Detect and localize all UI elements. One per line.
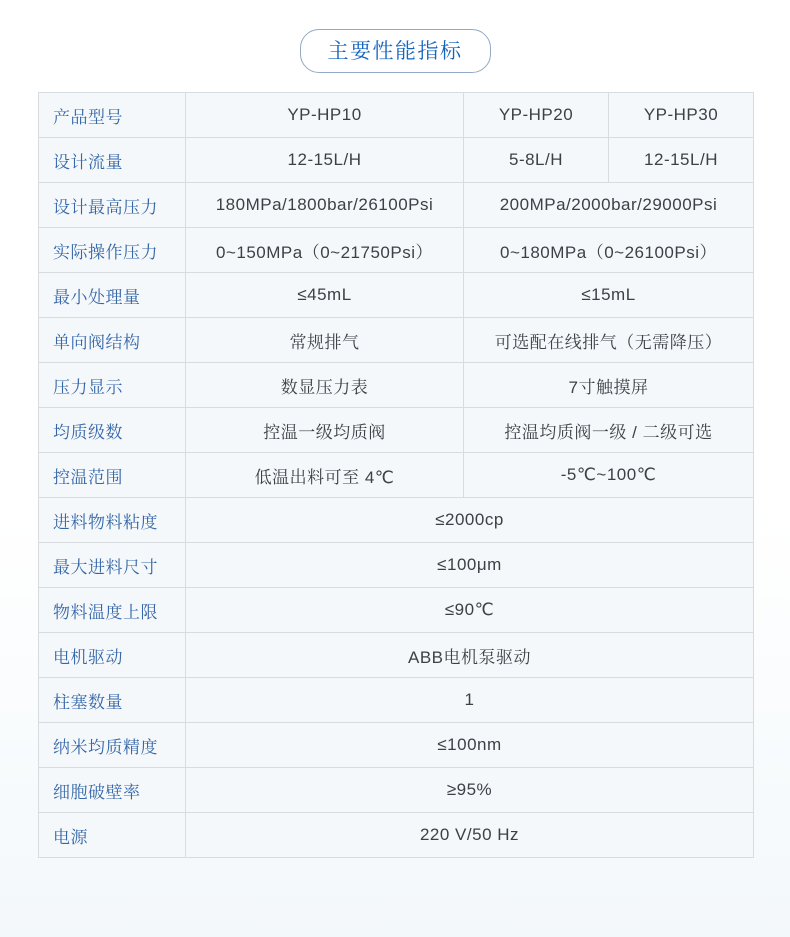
row-value: 12-15L/H: [186, 138, 464, 183]
row-label: 电机驱动: [39, 633, 186, 678]
table-row: [39, 273, 754, 318]
row-value: 可选配在线排气（无需降压）: [464, 318, 754, 363]
table-row: [39, 498, 754, 543]
row-value: 1: [186, 678, 754, 723]
table-row: [39, 138, 754, 183]
table-row: [39, 453, 754, 498]
row-label: 纳米均质精度: [39, 723, 186, 768]
row-value: ≤15mL: [464, 273, 754, 318]
table-row: [39, 183, 754, 228]
table-row: [39, 363, 754, 408]
row-value: 220 V/50 Hz: [186, 813, 754, 858]
row-value: 0~180MPa（0~26100Psi）: [464, 228, 754, 273]
row-label: 压力显示: [39, 363, 186, 408]
table-row: [39, 408, 754, 453]
row-label: 物料温度上限: [39, 588, 186, 633]
table-body: [39, 93, 754, 858]
table-row: [39, 93, 754, 138]
row-value: YP-HP10: [186, 93, 464, 138]
row-label: 均质级数: [39, 408, 186, 453]
title-pill: [300, 29, 491, 73]
row-label: 实际操作压力: [39, 228, 186, 273]
page-title: 主要性能指标: [327, 40, 463, 63]
table-row: [39, 633, 754, 678]
table-row: [39, 318, 754, 363]
table-row: [39, 723, 754, 768]
row-value: ≥95%: [186, 768, 754, 813]
row-label: 细胞破壁率: [39, 768, 186, 813]
row-value: 常规排气: [186, 318, 464, 363]
row-label: 最小处理量: [39, 273, 186, 318]
row-value: 数显压力表: [186, 363, 464, 408]
row-value: 7寸触摸屏: [464, 363, 754, 408]
row-value: YP-HP30: [609, 93, 754, 138]
row-value: 低温出料可至 4℃: [186, 453, 464, 498]
table-row: [39, 588, 754, 633]
row-label: 进料物料粘度: [39, 498, 186, 543]
table-row: [39, 543, 754, 588]
row-value: ≤90℃: [186, 588, 754, 633]
row-label: 最大进料尺寸: [39, 543, 186, 588]
row-value: ≤100nm: [186, 723, 754, 768]
row-value: -5℃~100℃: [464, 453, 754, 498]
row-label: 控温范围: [39, 453, 186, 498]
row-value: 200MPa/2000bar/29000Psi: [464, 183, 754, 228]
row-value: 控温均质阀一级 / 二级可选: [464, 408, 754, 453]
row-label: 单向阀结构: [39, 318, 186, 363]
table-row: [39, 813, 754, 858]
row-value: 控温一级均质阀: [186, 408, 464, 453]
row-value: ≤100μm: [186, 543, 754, 588]
table-row: [39, 678, 754, 723]
row-label: 柱塞数量: [39, 678, 186, 723]
spec-table: [38, 92, 754, 858]
table-row: [39, 228, 754, 273]
row-label: 电源: [39, 813, 186, 858]
row-value: ≤45mL: [186, 273, 464, 318]
row-value: YP-HP20: [464, 93, 609, 138]
row-value: ≤2000cp: [186, 498, 754, 543]
row-value: 5-8L/H: [464, 138, 609, 183]
row-label: 设计流量: [39, 138, 186, 183]
table-row: [39, 768, 754, 813]
row-value: 12-15L/H: [609, 138, 754, 183]
row-value: ABB电机泵驱动: [186, 633, 754, 678]
row-label: 产品型号: [39, 93, 186, 138]
row-label: 设计最高压力: [39, 183, 186, 228]
row-value: 180MPa/1800bar/26100Psi: [186, 183, 464, 228]
row-value: 0~150MPa（0~21750Psi）: [186, 228, 464, 273]
title-area: [0, 0, 790, 73]
